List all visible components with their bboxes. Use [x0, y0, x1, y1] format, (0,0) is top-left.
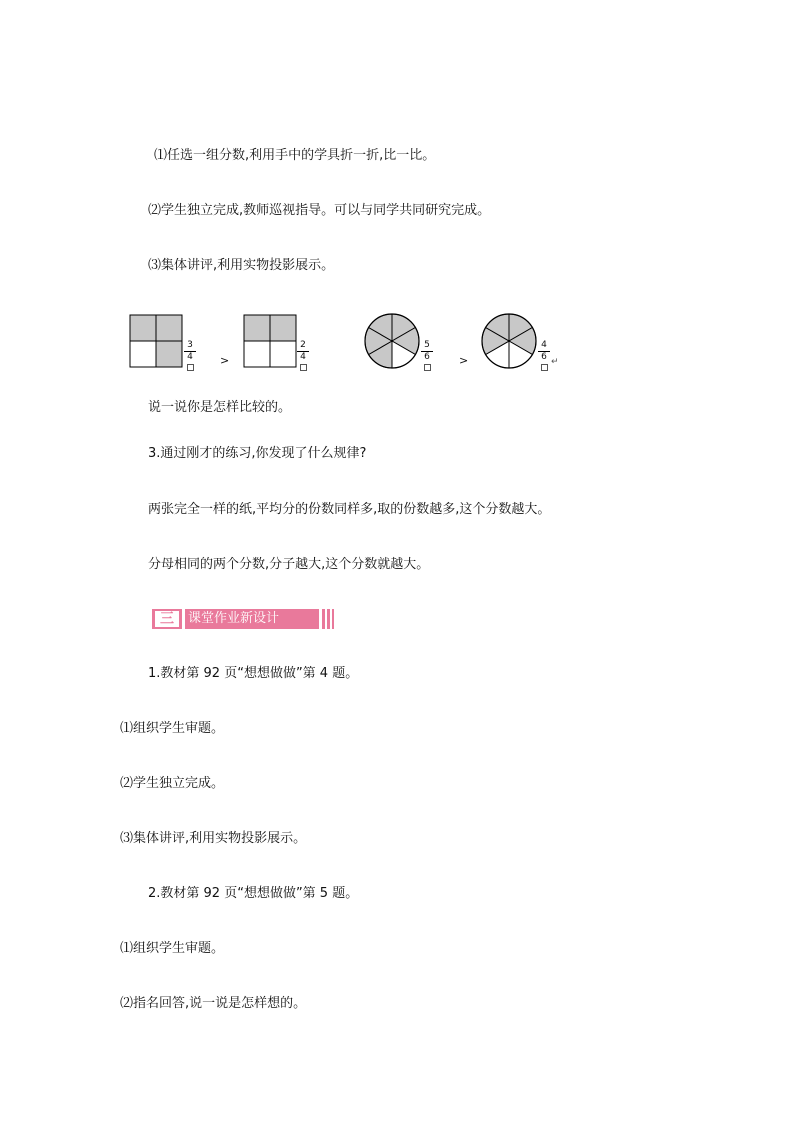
section-number: 三: [155, 611, 179, 627]
greater-than-sign-2: >: [459, 354, 469, 367]
rule-2: 分母相同的两个分数,分子越大,这个分数就越大。: [148, 557, 430, 572]
task-1-title: 1.教材第 92 页“想想做做”第 4 题。: [148, 666, 359, 681]
placeholder-box-icon: [424, 364, 431, 371]
task-2-step-1: ⑴组织学生审题。: [120, 941, 225, 956]
placeholder-box-icon: [300, 364, 307, 371]
section-stripe: [332, 609, 334, 629]
step-3-text: ⑶集体讲评,利用实物投影展示。: [148, 258, 335, 273]
step-1-text: ⑴任选一组分数,利用手中的学具折一折,比一比。: [154, 148, 436, 163]
fraction-numerator: 5: [424, 340, 430, 350]
placeholder-box-icon: [541, 364, 548, 371]
step-2-text: ⑵学生独立完成,教师巡视指导。可以与同学共同研究完成。: [148, 203, 491, 218]
section-banner: [152, 609, 334, 629]
section-title: 课堂作业新设计: [188, 611, 280, 626]
fraction-denominator: 6: [424, 352, 430, 362]
fraction-label-4-6: [538, 341, 550, 371]
fraction-comparison-figure: [0, 0, 794, 400]
fraction-label-3-4: [184, 341, 196, 371]
section-stripe: [322, 609, 325, 629]
fraction-label-5-6: [421, 341, 433, 371]
task-2-step-2: ⑵指名回答,说一说是怎样想的。: [120, 996, 307, 1011]
fraction-numerator: 4: [541, 340, 547, 350]
fraction-denominator: 6: [541, 352, 547, 362]
fraction-numerator: 2: [300, 340, 306, 350]
explain-prompt: 说一说你是怎样比较的。: [148, 400, 292, 415]
task-1-step-3: ⑶集体讲评,利用实物投影展示。: [120, 831, 307, 846]
question-3: 3.通过刚才的练习,你发现了什么规律?: [148, 446, 367, 461]
task-2-title: 2.教材第 92 页“想想做做”第 5 题。: [148, 886, 359, 901]
circle-five-sixths: [365, 314, 419, 368]
fraction-denominator: 4: [300, 352, 306, 362]
square-two-quarters: [244, 315, 296, 367]
placeholder-box-icon: [187, 364, 194, 371]
fraction-numerator: 3: [187, 340, 193, 350]
square-three-quarters: [130, 315, 182, 367]
circle-four-sixths: [482, 314, 536, 368]
return-mark-icon: ↵: [551, 357, 559, 367]
task-1-step-2: ⑵学生独立完成。: [120, 776, 225, 791]
task-1-step-1: ⑴组织学生审题。: [120, 721, 225, 736]
fraction-label-2-4: [297, 341, 309, 371]
greater-than-sign-1: >: [220, 354, 230, 367]
fraction-denominator: 4: [187, 352, 193, 362]
rule-1: 两张完全一样的纸,平均分的份数同样多,取的份数越多,这个分数越大。: [148, 502, 551, 517]
section-stripe: [327, 609, 330, 629]
